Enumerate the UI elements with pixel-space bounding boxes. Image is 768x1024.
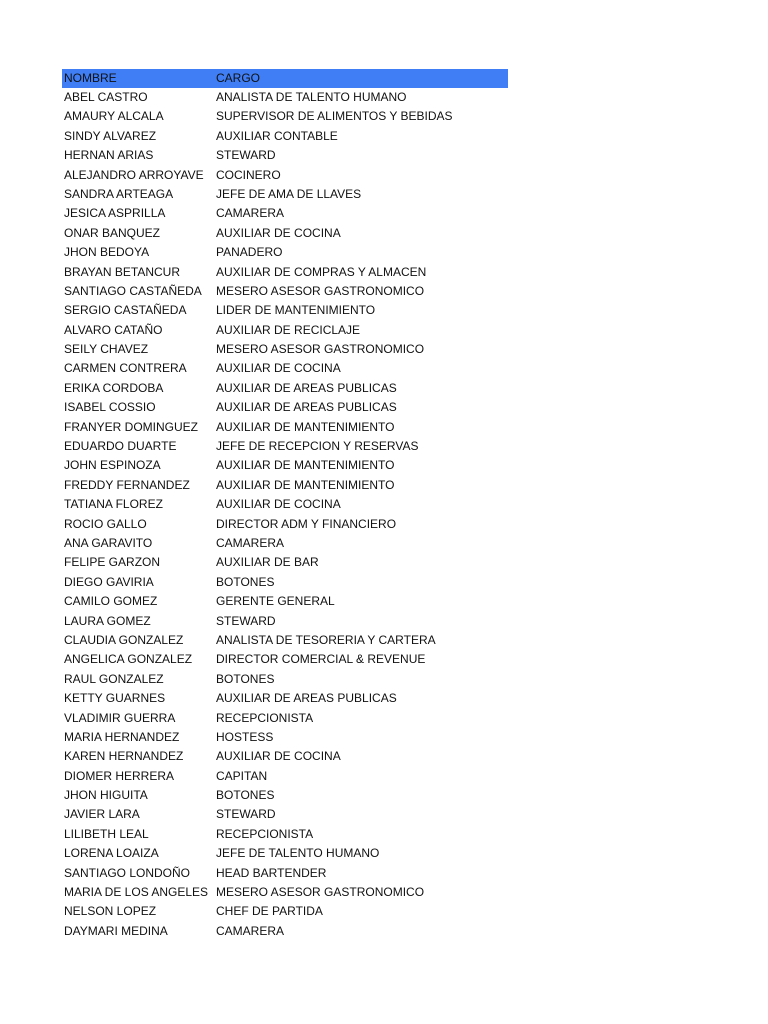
table-row (62, 902, 508, 921)
cell-nombre: TATIANA FLOREZ (64, 497, 163, 512)
cell-cargo: MESERO ASESOR GASTRONOMICO (216, 885, 425, 900)
cell-cargo: PANADERO (216, 245, 283, 260)
cell-cargo: ANALISTA DE TALENTO HUMANO (216, 90, 407, 104)
cell-cargo: COCINERO (216, 167, 281, 182)
cell-nombre: VLADIMIR GUERRA (64, 710, 176, 725)
table-row (62, 864, 508, 883)
table-row (62, 709, 508, 728)
cell-nombre: SEILY CHAVEZ (64, 342, 149, 357)
table-row (62, 592, 508, 611)
cell-nombre: ANGELICA GONZALEZ (64, 652, 193, 667)
table-row (62, 224, 508, 243)
cell-cargo: AUXILIAR DE MANTENIMIENTO (216, 419, 395, 434)
table-row (62, 825, 508, 844)
cell-cargo: CAPITAN (216, 768, 268, 783)
cell-nombre: RAUL GONZALEZ (64, 671, 164, 686)
table-row (62, 553, 508, 572)
cell-cargo: HOSTESS (216, 729, 274, 744)
cell-cargo: JEFE DE TALENTO HUMANO (216, 846, 380, 861)
table-row (62, 786, 508, 805)
cell-nombre: ERIKA CORDOBA (64, 380, 164, 395)
cell-cargo: RECEPCIONISTA (216, 826, 314, 841)
cell-cargo: CAMARERA (216, 206, 285, 221)
table-row (62, 844, 508, 863)
cell-cargo: AUXILIAR DE MANTENIMIENTO (216, 477, 395, 492)
cell-nombre: CARMEN CONTRERA (64, 361, 187, 376)
cell-cargo: AUXILIAR DE AREAS PUBLICAS (216, 380, 397, 395)
table-row (62, 359, 508, 378)
cell-cargo: CHEF DE PARTIDA (216, 904, 323, 919)
cell-nombre: SERGIO CASTAÑEDA (64, 303, 187, 318)
cell-cargo: AUXILIAR CONTABLE (216, 128, 338, 143)
table-row (62, 107, 508, 126)
table-row (62, 243, 508, 262)
table-row (62, 767, 508, 786)
employee-table (62, 69, 508, 941)
cell-nombre: ALEJANDRO ARROYAVE (64, 167, 204, 182)
cell-cargo: RECEPCIONISTA (216, 710, 314, 725)
cell-nombre: JESICA ASPRILLA (64, 206, 166, 221)
cell-cargo: CAMARERA (216, 535, 285, 550)
cell-nombre: SANTIAGO LONDOÑO (64, 865, 191, 880)
cell-nombre: AMAURY ALCALA (64, 109, 164, 124)
table-row (62, 263, 508, 282)
table-row (62, 476, 508, 495)
cell-nombre: BRAYAN BETANCUR (64, 264, 181, 279)
cell-cargo: BOTONES (216, 671, 275, 686)
cell-nombre: FRANYER DOMINGUEZ (64, 419, 199, 434)
cell-cargo: AUXILIAR DE COCINA (216, 361, 341, 376)
cell-nombre: CLAUDIA GONZALEZ (64, 632, 184, 647)
table-row (62, 689, 508, 708)
cell-cargo: CAMARERA (216, 923, 285, 938)
cell-cargo: JEFE DE AMA DE LLAVES (216, 186, 362, 201)
cell-nombre: ANA GARAVITO (64, 535, 153, 550)
table-row (62, 437, 508, 456)
cell-cargo: AUXILIAR DE MANTENIMIENTO (216, 458, 395, 473)
table-row (62, 379, 508, 398)
cell-cargo: HEAD BARTENDER (216, 865, 327, 880)
table-row (62, 728, 508, 747)
cell-cargo: AUXILIAR DE COCINA (216, 497, 341, 512)
table-row (62, 146, 508, 165)
table-row (62, 650, 508, 669)
cell-nombre: EDUARDO DUARTE (64, 439, 177, 454)
cell-nombre: LORENA LOAIZA (64, 846, 159, 861)
table-row (62, 301, 508, 320)
table-row (62, 166, 508, 185)
table-row (62, 398, 508, 417)
cell-nombre: JOHN ESPINOZA (64, 458, 161, 473)
cell-cargo: SUPERVISOR DE ALIMENTOS Y BEBIDAS (216, 109, 453, 124)
cell-nombre: MARIA HERNANDEZ (64, 729, 180, 744)
table-row (62, 747, 508, 766)
cell-cargo: DIRECTOR COMERCIAL & REVENUE (216, 652, 426, 667)
cell-cargo: AUXILIAR DE AREAS PUBLICAS (216, 691, 397, 706)
cell-nombre: FELIPE GARZON (64, 555, 161, 570)
cell-cargo: BOTONES (216, 788, 275, 803)
cell-nombre: LILIBETH LEAL (64, 826, 149, 841)
cell-cargo: JEFE DE RECEPCION Y RESERVAS (216, 439, 419, 454)
cell-cargo: ANALISTA DE TESORERIA Y CARTERA (216, 632, 436, 647)
table-row (62, 922, 508, 941)
table-row (62, 340, 508, 359)
cell-nombre: KETTY GUARNES (64, 691, 166, 706)
table-row (62, 495, 508, 514)
table-row (62, 88, 508, 107)
cell-nombre: CAMILO GOMEZ (64, 594, 158, 609)
cell-cargo: AUXILIAR DE COCINA (216, 225, 341, 240)
cell-cargo: STEWARD (216, 613, 276, 628)
cell-nombre: HERNAN ARIAS (64, 148, 154, 163)
table-row (62, 534, 508, 553)
table-row (62, 127, 508, 146)
table-row (62, 321, 508, 340)
cell-nombre: ROCIO GALLO (64, 516, 147, 531)
cell-nombre: KAREN HERNANDEZ (64, 749, 184, 764)
table-row (62, 418, 508, 437)
cell-cargo: AUXILIAR DE RECICLAJE (216, 322, 361, 337)
table-row (62, 282, 508, 301)
table-row (62, 631, 508, 650)
table-row (62, 204, 508, 223)
cell-nombre: DIEGO GAVIRIA (64, 574, 154, 589)
cell-cargo: DIRECTOR ADM Y FINANCIERO (216, 516, 397, 531)
table-row (62, 883, 508, 902)
cell-nombre: ALVARO CATAÑO (64, 322, 163, 337)
cell-nombre: ONAR BANQUEZ (64, 225, 161, 240)
table-row (62, 612, 508, 631)
cell-nombre: SINDY ALVAREZ (64, 128, 157, 143)
cell-nombre: NELSON LOPEZ (64, 904, 157, 919)
table-row (62, 573, 508, 592)
cell-nombre: SANDRA ARTEAGA (64, 186, 174, 201)
cell-nombre: DAYMARI MEDINA (64, 923, 168, 938)
cell-cargo: AUXILIAR DE BAR (216, 555, 319, 570)
cell-cargo: MESERO ASESOR GASTRONOMICO (216, 283, 425, 298)
table-row (62, 805, 508, 824)
cell-nombre: SANTIAGO CASTAÑEDA (64, 283, 202, 298)
table-row (62, 456, 508, 475)
cell-nombre: JHON HIGUITA (64, 788, 148, 803)
cell-cargo: LIDER DE MANTENIMIENTO (216, 303, 376, 318)
cell-cargo: STEWARD (216, 148, 276, 163)
table-body (62, 88, 508, 941)
cell-cargo: AUXILIAR DE COMPRAS Y ALMACEN (216, 264, 427, 279)
header-cargo: CARGO (216, 71, 261, 85)
table-header-row (62, 69, 508, 88)
cell-cargo: BOTONES (216, 574, 275, 589)
cell-nombre: ABEL CASTRO (64, 90, 148, 104)
header-nombre: NOMBRE (64, 71, 117, 85)
cell-nombre: MARIA DE LOS ANGELES (64, 885, 209, 900)
table-row (62, 185, 508, 204)
cell-nombre: JHON BEDOYA (64, 245, 150, 260)
cell-cargo: MESERO ASESOR GASTRONOMICO (216, 342, 425, 357)
cell-nombre: DIOMER HERRERA (64, 768, 175, 783)
cell-cargo: STEWARD (216, 807, 276, 822)
cell-cargo: AUXILIAR DE COCINA (216, 749, 341, 764)
table-row (62, 515, 508, 534)
cell-nombre: JAVIER LARA (64, 807, 140, 822)
table-row (62, 670, 508, 689)
cell-nombre: LAURA GOMEZ (64, 613, 151, 628)
cell-nombre: ISABEL COSSIO (64, 400, 156, 415)
cell-cargo: AUXILIAR DE AREAS PUBLICAS (216, 400, 397, 415)
cell-nombre: FREDDY FERNANDEZ (64, 477, 190, 492)
cell-cargo: GERENTE GENERAL (216, 594, 335, 609)
